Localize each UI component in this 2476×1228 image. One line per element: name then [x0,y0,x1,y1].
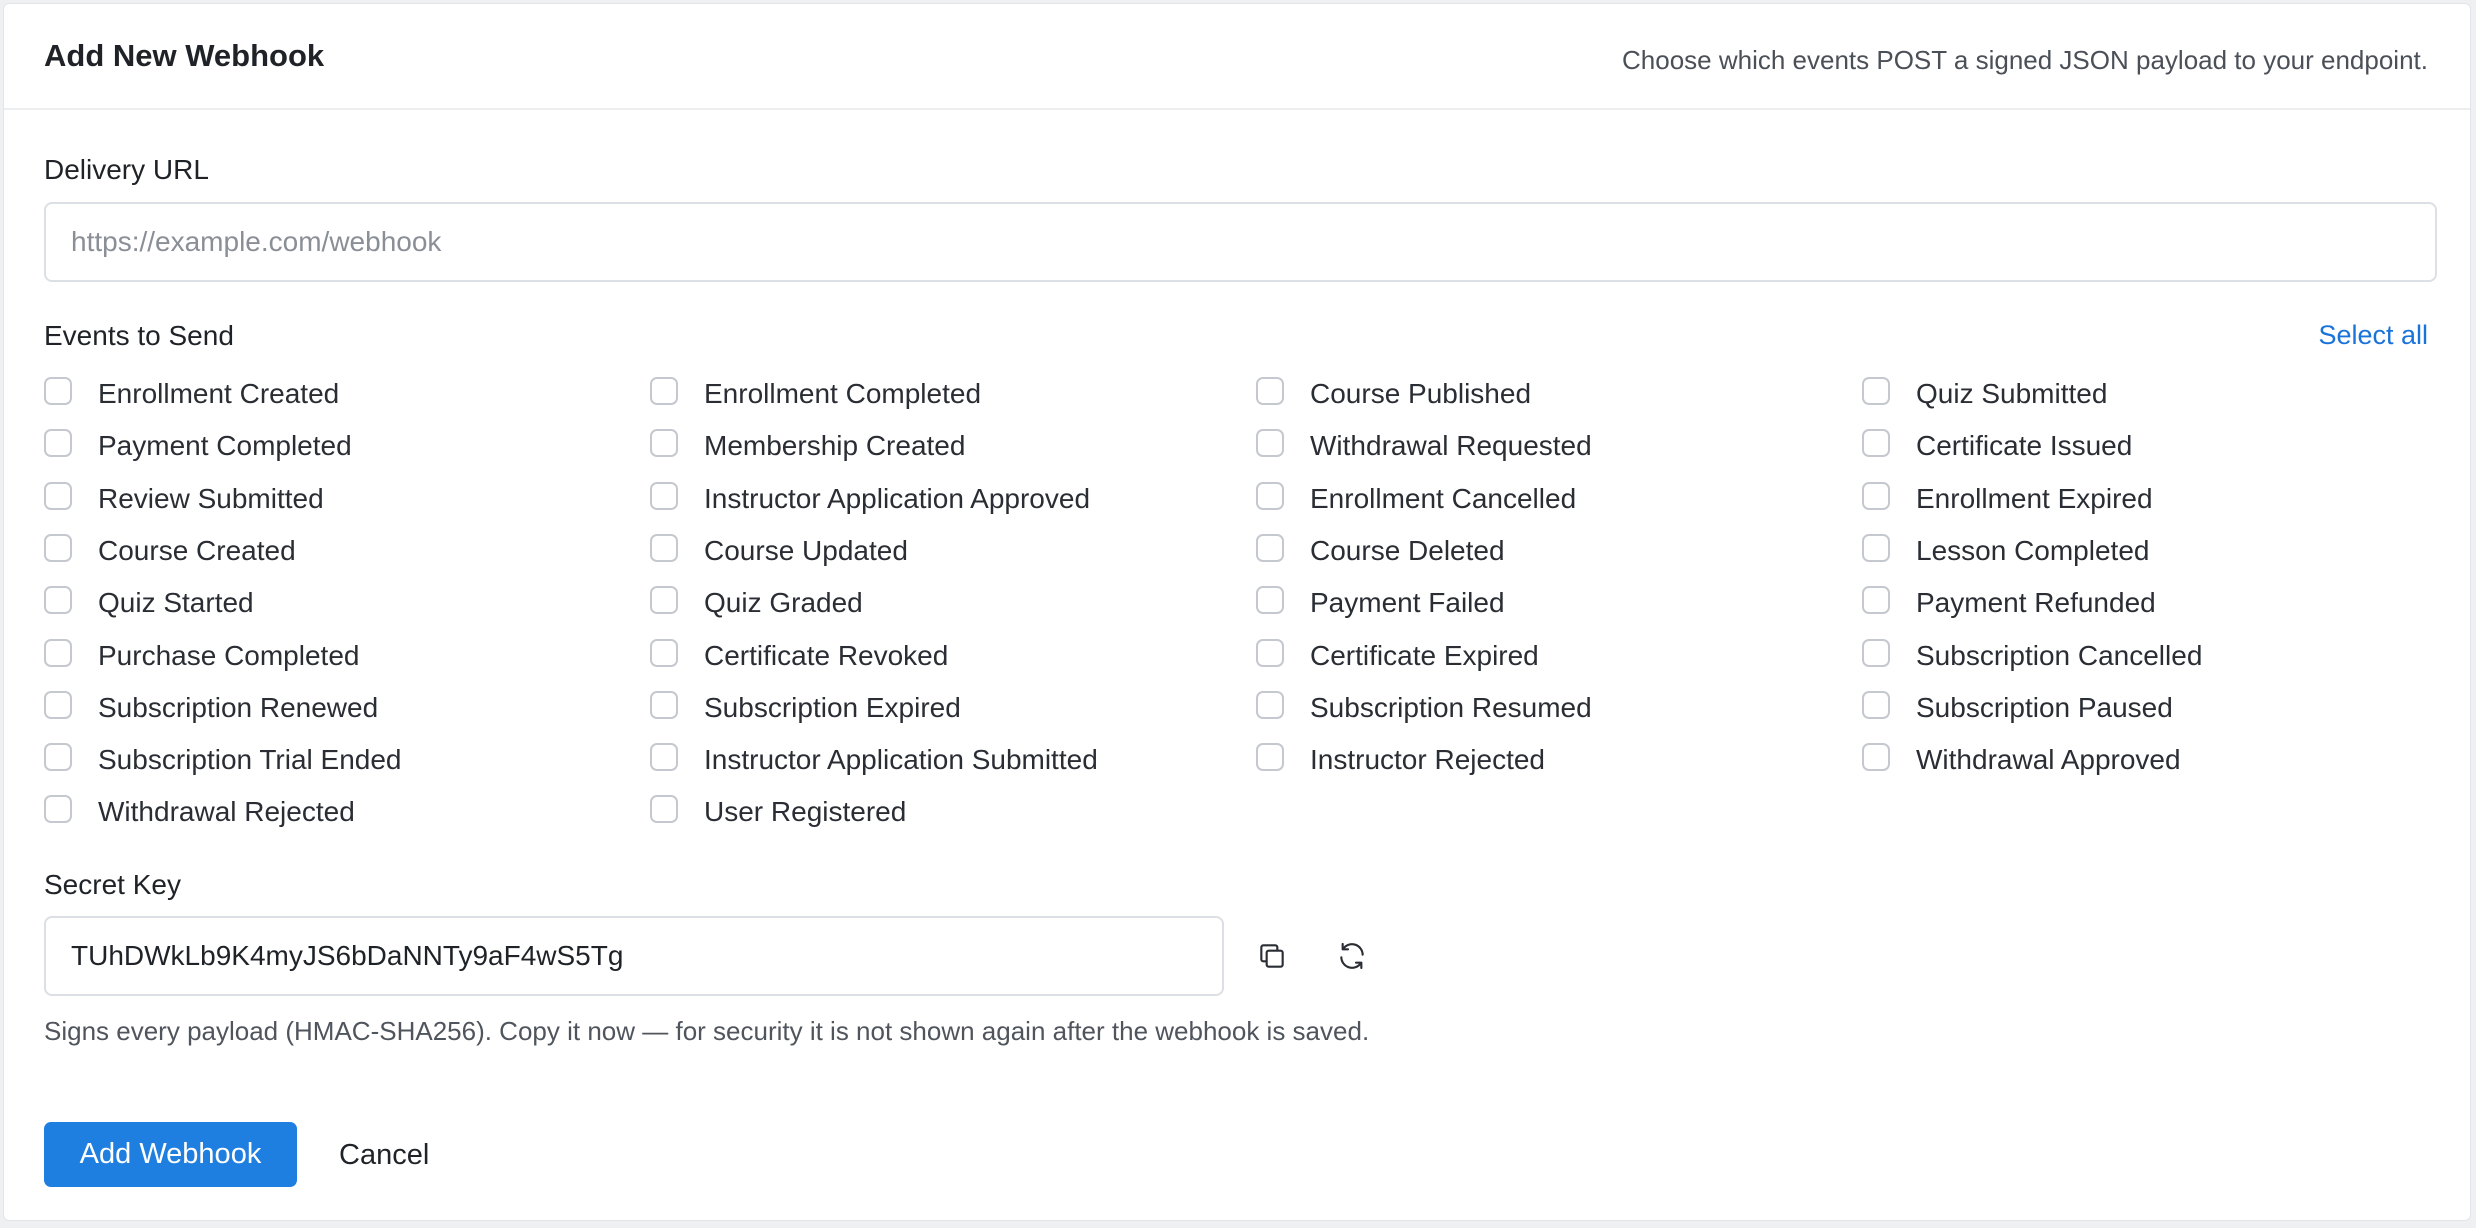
event-checkbox[interactable] [44,377,72,405]
event-checkbox[interactable] [44,482,72,510]
event-option[interactable] [44,792,355,832]
event-option[interactable] [1862,583,2156,623]
event-checkbox[interactable] [650,586,678,614]
event-checkbox[interactable] [650,429,678,457]
select-all-link[interactable]: Select all [2318,320,2428,350]
event-label: Subscription Renewed [98,691,379,723]
event-option[interactable] [1256,688,1592,728]
event-checkbox[interactable] [1256,482,1284,510]
events-label: Events to Send [44,320,234,351]
event-checkbox[interactable] [650,639,678,667]
event-checkbox[interactable] [44,639,72,667]
event-checkbox[interactable] [1256,429,1284,457]
event-label: Enrollment Completed [704,378,982,409]
event-label: Certificate Expired [1310,639,1539,671]
event-option[interactable] [1862,374,2107,414]
event-checkbox[interactable] [1862,691,1890,719]
event-option[interactable] [1862,479,2153,519]
event-option[interactable] [650,479,1090,519]
event-option[interactable] [44,426,352,466]
event-label: Subscription Resumed [1310,691,1592,723]
event-checkbox[interactable] [44,429,72,457]
event-option[interactable] [1862,688,2173,728]
event-checkbox[interactable] [44,691,72,719]
event-label: Lesson Completed [1916,534,2150,566]
event-checkbox[interactable] [1256,691,1284,719]
event-option[interactable] [1862,740,2181,780]
event-option[interactable] [44,636,359,676]
event-label: Payment Failed [1310,587,1505,619]
event-checkbox[interactable] [1256,586,1284,614]
delivery-url-input[interactable] [44,202,2437,282]
event-label: Withdrawal Approved [1916,744,2181,776]
event-checkbox[interactable] [1862,429,1890,457]
cancel-button[interactable]: Cancel [339,1139,430,1171]
event-label: Enrollment Cancelled [1310,482,1577,514]
event-label: Enrollment Created [98,378,340,409]
event-label: Enrollment Expired [1916,482,2153,514]
event-checkbox[interactable] [1256,377,1284,405]
event-option[interactable] [1256,636,1539,676]
page-subtitle: Choose which events POST a signed JSON payload to your endpoint. [1622,45,2428,75]
event-checkbox[interactable] [44,795,72,823]
event-label: Subscription Expired [704,691,961,723]
event-option[interactable] [1256,426,1592,466]
event-checkbox[interactable] [44,743,72,771]
event-option[interactable] [44,583,254,623]
refresh-icon[interactable] [1332,936,1372,976]
event-checkbox[interactable] [1862,586,1890,614]
event-label: Subscription Trial Ended [98,744,402,776]
event-option[interactable] [44,688,378,728]
event-option[interactable] [44,479,324,519]
event-label: Course Published [1310,378,1532,409]
secret-key-help: Signs every payload (HMAC-SHA256). Copy it now — for security it is not shown again after the webhook is saved. [44,1016,1370,1046]
copy-icon[interactable] [1252,936,1292,976]
event-label: Purchase Completed [98,639,360,671]
secret-key-label: Secret Key [44,869,181,900]
event-option[interactable] [650,688,961,728]
secret-key-input[interactable] [44,916,1224,996]
event-label: Certificate Revoked [704,639,949,671]
event-option[interactable] [1256,479,1576,519]
event-label: Payment Completed [98,430,352,462]
event-checkbox[interactable] [1862,482,1890,510]
event-option[interactable] [1256,740,1545,780]
event-checkbox[interactable] [1256,639,1284,667]
event-option[interactable] [1256,531,1505,571]
event-label: Membership Created [704,430,966,462]
event-checkbox[interactable] [1862,377,1890,405]
event-checkbox[interactable] [650,482,678,510]
event-checkbox[interactable] [1256,534,1284,562]
event-label: Review Submitted [98,482,324,514]
page-title: Add New Webhook [44,38,325,73]
event-label: Course Created [98,534,296,566]
event-checkbox[interactable] [650,795,678,823]
event-option[interactable] [44,531,296,571]
event-label: Quiz Started [98,587,254,619]
event-option[interactable] [650,740,1098,780]
event-label: Certificate Issued [1916,430,2133,462]
event-label: Withdrawal Rejected [98,796,355,828]
event-checkbox[interactable] [650,691,678,719]
event-option[interactable] [650,426,965,466]
event-checkbox[interactable] [650,534,678,562]
event-checkbox[interactable] [44,534,72,562]
event-label: Subscription Paused [1916,691,2173,723]
delivery-url-label: Delivery URL [44,154,209,185]
event-checkbox[interactable] [1256,743,1284,771]
event-option[interactable] [44,740,402,780]
event-label: Quiz Graded [704,587,863,619]
event-option[interactable] [650,636,948,676]
event-label: Course Deleted [1310,534,1505,566]
event-checkbox[interactable] [1862,534,1890,562]
event-option[interactable] [44,374,339,414]
event-option[interactable] [650,583,863,623]
event-checkbox[interactable] [650,377,678,405]
event-label: Instructor Rejected [1310,744,1545,776]
event-checkbox[interactable] [1862,639,1890,667]
event-label: Quiz Submitted [1916,378,2108,409]
event-label: Instructor Application Submitted [704,744,1098,776]
add-webhook-panel [3,3,2471,1221]
event-label: User Registered [704,796,907,828]
event-checkbox[interactable] [650,743,678,771]
event-option[interactable] [1256,374,1531,414]
event-option[interactable] [1862,531,2149,571]
event-label: Payment Refunded [1916,587,2156,619]
event-option[interactable] [650,792,906,832]
panel-header [4,4,2470,110]
event-checkbox[interactable] [44,586,72,614]
event-option[interactable] [650,531,908,571]
event-option[interactable] [1862,636,2202,676]
event-label: Instructor Application Approved [704,482,1091,514]
event-label: Withdrawal Requested [1310,430,1592,462]
event-option[interactable] [650,374,981,414]
event-checkbox[interactable] [1862,743,1890,771]
event-option[interactable] [1256,583,1505,623]
event-option[interactable] [1862,426,2132,466]
event-label: Course Updated [704,534,908,566]
event-label: Subscription Cancelled [1916,639,2203,671]
add-webhook-button[interactable]: Add Webhook [44,1122,297,1187]
